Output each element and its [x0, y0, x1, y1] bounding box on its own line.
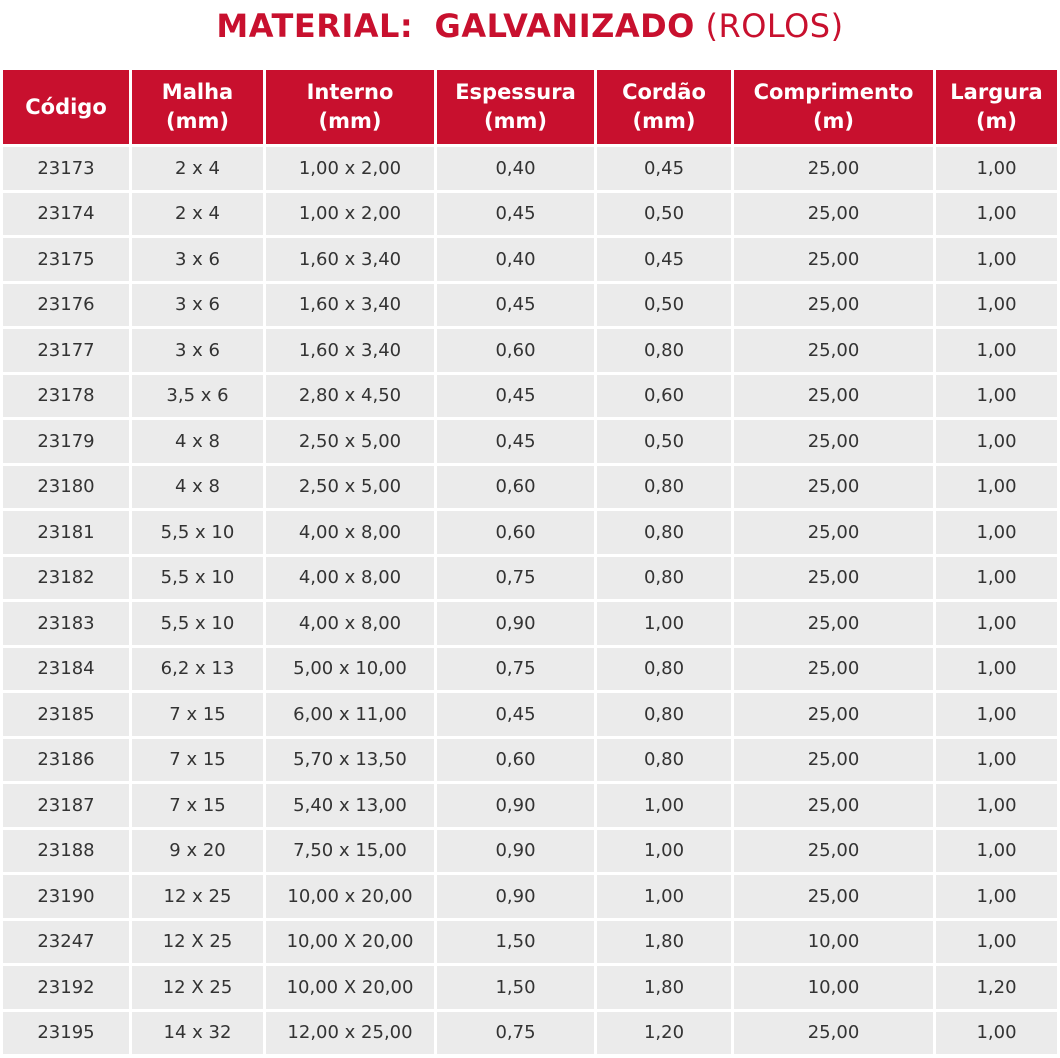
table-cell-malha: 3,5 x 6 — [132, 375, 263, 418]
table-cell-espessura: 1,50 — [437, 921, 594, 964]
table-cell-cordao: 1,00 — [597, 830, 731, 873]
table-cell-interno: 5,70 x 13,50 — [266, 739, 434, 782]
table-cell-interno: 10,00 X 20,00 — [266, 921, 434, 964]
table-cell-largura: 1,00 — [936, 238, 1057, 281]
table-cell-largura: 1,00 — [936, 921, 1057, 964]
table-cell-comprimento: 25,00 — [734, 375, 933, 418]
column-header-largura — [936, 70, 1057, 144]
table-cell-largura: 1,20 — [936, 966, 1057, 1009]
table-row — [3, 875, 1057, 918]
table-cell-interno: 12,00 x 25,00 — [266, 1012, 434, 1055]
table-row — [3, 1012, 1057, 1055]
table-header-row — [3, 70, 1057, 144]
table-cell-espessura: 0,75 — [437, 557, 594, 600]
table-cell-cordao: 0,50 — [597, 284, 731, 327]
table-cell-espessura: 0,60 — [437, 511, 594, 554]
table-cell-codigo: 23175 — [3, 238, 129, 281]
table-cell-malha: 12 X 25 — [132, 966, 263, 1009]
table-cell-codigo: 23174 — [3, 193, 129, 236]
column-header-unit: (mm) — [318, 109, 382, 133]
table-cell-interno: 2,50 x 5,00 — [266, 466, 434, 509]
table-cell-interno: 1,60 x 3,40 — [266, 238, 434, 281]
table-row — [3, 375, 1057, 418]
table-cell-codigo: 23179 — [3, 420, 129, 463]
table-cell-cordao: 0,80 — [597, 511, 731, 554]
column-header-label: Comprimento — [753, 80, 914, 104]
table-cell-largura: 1,00 — [936, 284, 1057, 327]
table-cell-malha: 14 x 32 — [132, 1012, 263, 1055]
table-cell-espessura: 0,45 — [437, 420, 594, 463]
title-prefix: MATERIAL: — [216, 7, 414, 45]
table-cell-codigo: 23173 — [3, 147, 129, 190]
table-cell-largura: 1,00 — [936, 648, 1057, 691]
table-row — [3, 511, 1057, 554]
table-cell-comprimento: 25,00 — [734, 830, 933, 873]
table-cell-espessura: 0,45 — [437, 284, 594, 327]
table-row — [3, 921, 1057, 964]
table-cell-largura: 1,00 — [936, 420, 1057, 463]
table-row — [3, 739, 1057, 782]
table-cell-malha: 5,5 x 10 — [132, 511, 263, 554]
table-cell-comprimento: 25,00 — [734, 693, 933, 736]
table-cell-codigo: 23185 — [3, 693, 129, 736]
table-cell-cordao: 1,80 — [597, 921, 731, 964]
table-cell-largura: 1,00 — [936, 739, 1057, 782]
table-cell-malha: 5,5 x 10 — [132, 602, 263, 645]
table-cell-codigo: 23187 — [3, 784, 129, 827]
table-cell-interno: 10,00 X 20,00 — [266, 966, 434, 1009]
table-cell-cordao: 0,80 — [597, 557, 731, 600]
table-cell-codigo: 23180 — [3, 466, 129, 509]
table-cell-espessura: 0,40 — [437, 147, 594, 190]
table-cell-comprimento: 10,00 — [734, 966, 933, 1009]
table-row — [3, 966, 1057, 1009]
table-cell-cordao: 0,80 — [597, 739, 731, 782]
table-cell-comprimento: 25,00 — [734, 147, 933, 190]
table-cell-malha: 7 x 15 — [132, 693, 263, 736]
table-cell-comprimento: 25,00 — [734, 466, 933, 509]
table-cell-malha: 7 x 15 — [132, 784, 263, 827]
table-cell-malha: 5,5 x 10 — [132, 557, 263, 600]
column-header-unit: (mm) — [166, 109, 229, 133]
column-header-malha — [132, 70, 263, 144]
table-cell-cordao: 1,00 — [597, 875, 731, 918]
table-cell-largura: 1,00 — [936, 602, 1057, 645]
table-cell-comprimento: 25,00 — [734, 238, 933, 281]
table-cell-cordao: 1,00 — [597, 784, 731, 827]
table-row — [3, 147, 1057, 190]
table-cell-largura: 1,00 — [936, 329, 1057, 372]
table-cell-interno: 1,60 x 3,40 — [266, 329, 434, 372]
table-cell-largura: 1,00 — [936, 557, 1057, 600]
table-cell-interno: 2,80 x 4,50 — [266, 375, 434, 418]
table-row — [3, 648, 1057, 691]
table-cell-codigo: 23188 — [3, 830, 129, 873]
table-cell-espessura: 1,50 — [437, 966, 594, 1009]
table-cell-malha: 3 x 6 — [132, 329, 263, 372]
table-cell-comprimento: 25,00 — [734, 784, 933, 827]
column-header-label: Interno — [306, 80, 394, 104]
table-cell-largura: 1,00 — [936, 1012, 1057, 1055]
table-row — [3, 602, 1057, 645]
table-cell-comprimento: 25,00 — [734, 420, 933, 463]
table-cell-comprimento: 25,00 — [734, 1012, 933, 1055]
table-row — [3, 557, 1057, 600]
table-cell-espessura: 0,45 — [437, 693, 594, 736]
table-row — [3, 284, 1057, 327]
table-cell-cordao: 0,45 — [597, 147, 731, 190]
table-cell-espessura: 0,45 — [437, 375, 594, 418]
table-cell-comprimento: 25,00 — [734, 193, 933, 236]
table-cell-cordao: 0,60 — [597, 375, 731, 418]
table-cell-malha: 3 x 6 — [132, 238, 263, 281]
table-cell-espessura: 0,60 — [437, 739, 594, 782]
column-header-label: Cordão — [622, 80, 706, 104]
title-material: GALVANIZADO — [434, 7, 695, 45]
table-cell-comprimento: 25,00 — [734, 648, 933, 691]
table-cell-espessura: 0,90 — [437, 830, 594, 873]
column-header-cordao — [597, 70, 731, 144]
table-cell-comprimento: 10,00 — [734, 921, 933, 964]
table-row — [3, 329, 1057, 372]
table-cell-interno: 1,60 x 3,40 — [266, 284, 434, 327]
table-cell-malha: 4 x 8 — [132, 420, 263, 463]
column-header-label: Malha — [161, 80, 234, 104]
table-cell-interno: 10,00 x 20,00 — [266, 875, 434, 918]
table-cell-espessura: 0,75 — [437, 648, 594, 691]
table-cell-comprimento: 25,00 — [734, 875, 933, 918]
table-row — [3, 238, 1057, 281]
column-header-comprimento — [734, 70, 933, 144]
table-cell-cordao: 0,80 — [597, 329, 731, 372]
table-row — [3, 693, 1057, 736]
table-cell-espessura: 0,90 — [437, 875, 594, 918]
table-cell-malha: 7 x 15 — [132, 739, 263, 782]
table-cell-largura: 1,00 — [936, 784, 1057, 827]
table-cell-interno: 7,50 x 15,00 — [266, 830, 434, 873]
table-cell-largura: 1,00 — [936, 193, 1057, 236]
table-cell-malha: 6,2 x 13 — [132, 648, 263, 691]
table-cell-comprimento: 25,00 — [734, 739, 933, 782]
table-cell-codigo: 23183 — [3, 602, 129, 645]
table-cell-interno: 4,00 x 8,00 — [266, 557, 434, 600]
table-cell-codigo: 23195 — [3, 1012, 129, 1055]
table-cell-interno: 5,00 x 10,00 — [266, 648, 434, 691]
table-cell-largura: 1,00 — [936, 511, 1057, 554]
table-cell-malha: 9 x 20 — [132, 830, 263, 873]
column-header-unit: (m) — [812, 109, 855, 133]
table-cell-codigo: 23184 — [3, 648, 129, 691]
table-cell-codigo: 23178 — [3, 375, 129, 418]
table-cell-cordao: 1,00 — [597, 602, 731, 645]
table-cell-largura: 1,00 — [936, 466, 1057, 509]
table-cell-cordao: 0,80 — [597, 693, 731, 736]
table-cell-largura: 1,00 — [936, 375, 1057, 418]
table-cell-codigo: 23186 — [3, 739, 129, 782]
table-cell-codigo: 23176 — [3, 284, 129, 327]
table-cell-cordao: 1,80 — [597, 966, 731, 1009]
table-cell-cordao: 0,50 — [597, 193, 731, 236]
table-body — [3, 147, 1057, 1054]
table-row — [3, 784, 1057, 827]
table-cell-espessura: 0,90 — [437, 784, 594, 827]
table-cell-interno: 4,00 x 8,00 — [266, 511, 434, 554]
table-cell-interno: 4,00 x 8,00 — [266, 602, 434, 645]
column-header-label: Espessura — [455, 80, 576, 104]
table-cell-cordao: 1,20 — [597, 1012, 731, 1055]
table-cell-espessura: 0,75 — [437, 1012, 594, 1055]
table-cell-espessura: 0,40 — [437, 238, 594, 281]
column-header-interno — [266, 70, 434, 144]
table-cell-codigo: 23192 — [3, 966, 129, 1009]
table-cell-interno: 2,50 x 5,00 — [266, 420, 434, 463]
table-cell-malha: 12 x 25 — [132, 875, 263, 918]
column-header-label: Largura — [950, 80, 1043, 104]
table-cell-malha: 2 x 4 — [132, 193, 263, 236]
table-cell-comprimento: 25,00 — [734, 602, 933, 645]
table-cell-interno: 1,00 x 2,00 — [266, 147, 434, 190]
product-table — [0, 67, 1060, 1057]
table-cell-codigo: 23181 — [3, 511, 129, 554]
table-cell-cordao: 0,45 — [597, 238, 731, 281]
page-title — [0, 0, 1060, 60]
table-row — [3, 420, 1057, 463]
table-row — [3, 830, 1057, 873]
table-cell-comprimento: 25,00 — [734, 284, 933, 327]
column-header-espessura — [437, 70, 594, 144]
table-cell-largura: 1,00 — [936, 875, 1057, 918]
column-header-unit: (m) — [975, 109, 1018, 133]
table-cell-largura: 1,00 — [936, 693, 1057, 736]
table-cell-largura: 1,00 — [936, 147, 1057, 190]
table-cell-cordao: 0,80 — [597, 648, 731, 691]
table-cell-espessura: 0,60 — [437, 329, 594, 372]
title-suffix: (ROLOS) — [705, 7, 844, 45]
table-cell-espessura: 0,45 — [437, 193, 594, 236]
table-cell-cordao: 0,50 — [597, 420, 731, 463]
table-cell-comprimento: 25,00 — [734, 511, 933, 554]
table-cell-interno: 5,40 x 13,00 — [266, 784, 434, 827]
table-cell-malha: 2 x 4 — [132, 147, 263, 190]
table-cell-comprimento: 25,00 — [734, 329, 933, 372]
table-row — [3, 466, 1057, 509]
table-cell-comprimento: 25,00 — [734, 557, 933, 600]
table-cell-codigo: 23190 — [3, 875, 129, 918]
table-cell-codigo: 23247 — [3, 921, 129, 964]
column-header-unit: (mm) — [632, 109, 696, 133]
table-cell-interno: 1,00 x 2,00 — [266, 193, 434, 236]
table-cell-codigo: 23177 — [3, 329, 129, 372]
table-cell-codigo: 23182 — [3, 557, 129, 600]
table-cell-interno: 6,00 x 11,00 — [266, 693, 434, 736]
table-cell-cordao: 0,80 — [597, 466, 731, 509]
table-cell-malha: 4 x 8 — [132, 466, 263, 509]
table-cell-largura: 1,00 — [936, 830, 1057, 873]
column-header-unit: (mm) — [484, 109, 547, 133]
table-cell-espessura: 0,60 — [437, 466, 594, 509]
table-cell-espessura: 0,90 — [437, 602, 594, 645]
table-cell-malha: 12 X 25 — [132, 921, 263, 964]
table-cell-malha: 3 x 6 — [132, 284, 263, 327]
column-header-codigo — [3, 70, 129, 144]
column-header-label: Código — [25, 94, 107, 119]
table-row — [3, 193, 1057, 236]
